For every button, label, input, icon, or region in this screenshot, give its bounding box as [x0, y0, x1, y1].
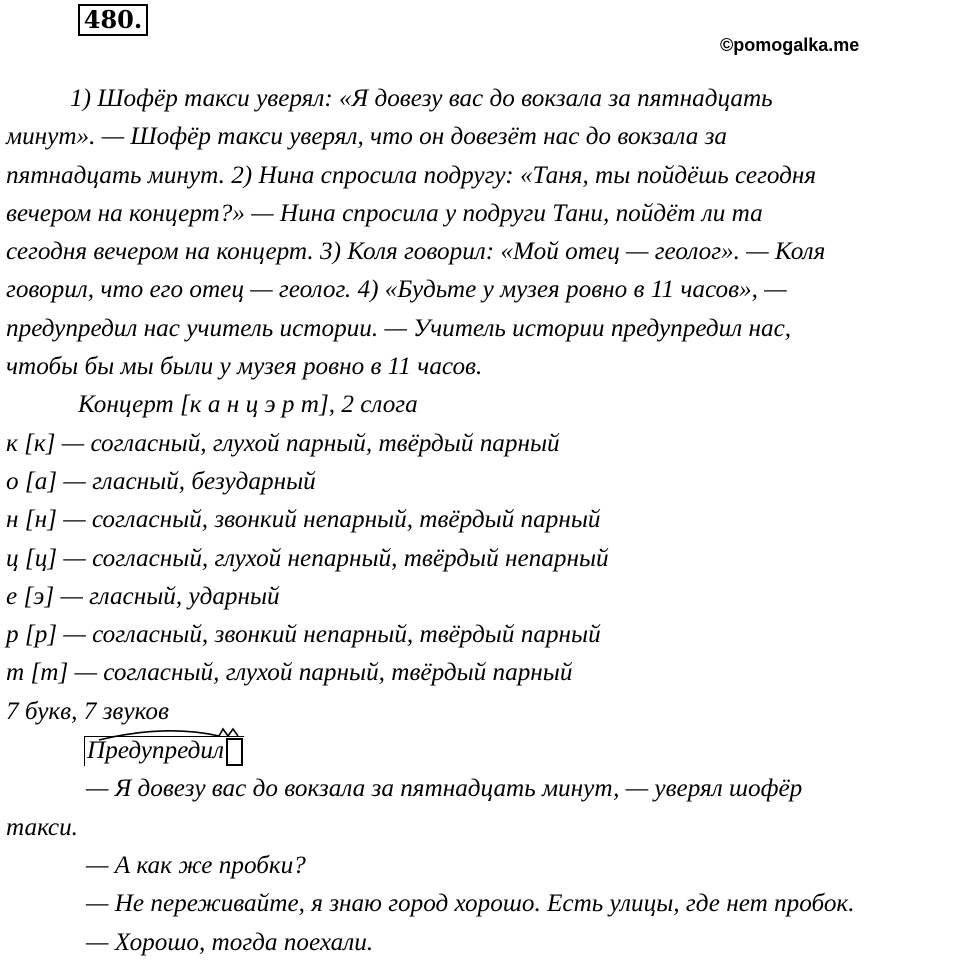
- paragraph-line: чтобы бы мы были у музея ровно в 11 часов.: [6, 353, 483, 381]
- reported-speech-paragraph: [6, 80, 958, 386]
- root-arc-icon: [85, 727, 245, 741]
- paragraph-line: минут». — Шофёр такси уверял, что он довезёт нас до вокзала за: [6, 123, 728, 151]
- phonetic-row: н [н] — согласный, звонкий непарный, твёрдый парный: [6, 506, 601, 534]
- phonetic-row: т [т] — согласный, глухой парный, твёрдый парный: [6, 659, 573, 687]
- watermark: ©pomogalka.me: [720, 35, 860, 55]
- answer-text: [6, 80, 958, 962]
- phonetic-row: о [а] — гласный, безударный: [6, 467, 316, 495]
- phonetic-summary: 7 букв, 7 звуков: [6, 697, 169, 725]
- morphemic-word: [84, 736, 244, 766]
- paragraph-line: сегодня вечером на концерт. 3) Коля говорил: «Мой отец — геолог». — Коля: [6, 238, 826, 266]
- dialogue-line: — А как же пробки?: [86, 851, 306, 879]
- morphemic-analysis: [6, 731, 958, 770]
- phonetic-row: р [р] — согласный, звонкий непарный, твёрдый парный: [6, 621, 601, 649]
- paragraph-line: вечером на концерт?» — Нина спросила у подруги Тани, пойдёт ли та: [6, 199, 763, 227]
- morphemic-word-text: Предупредил: [87, 737, 224, 765]
- phonetic-row: к [к] — согласный, глухой парный, твёрдый парный: [6, 429, 560, 457]
- paragraph-line: предупредил нас учитель истории. — Учитель истории предупредил нас,: [6, 314, 792, 342]
- paragraph-line: говорил, что его отец — геолог. 4) «Будьте у музея ровно в 11 часов», —: [6, 276, 787, 304]
- paragraph-line: пятнадцать минут. 2) Нина спросила подругу: «Таня, ты пойдёшь сегодня: [6, 161, 817, 189]
- zero-ending-icon: [226, 738, 243, 766]
- exercise-number: 480.: [78, 4, 148, 36]
- dialogue-line: — Хорошо, тогда поехали.: [86, 928, 374, 956]
- phonetic-row: ц [ц] — согласный, глухой непарный, твёрдый непарный: [6, 544, 609, 572]
- phonetic-heading: Концерт [к а н ц э р т], 2 слога: [78, 391, 418, 419]
- dialogue-line: такси.: [6, 813, 78, 841]
- dialogue-line: — Не переживайте, я знаю город хорошо. Есть улицы, где нет пробок.: [86, 890, 855, 918]
- paragraph-line: 1) Шофёр такси уверял: «Я довезу вас до вокзала за пятнадцать: [70, 85, 773, 112]
- dialogue-line: — Я довезу вас до вокзала за пятнадцать минут, — уверял шофёр: [86, 775, 803, 803]
- phonetic-row: е [э] — гласный, ударный: [6, 582, 280, 610]
